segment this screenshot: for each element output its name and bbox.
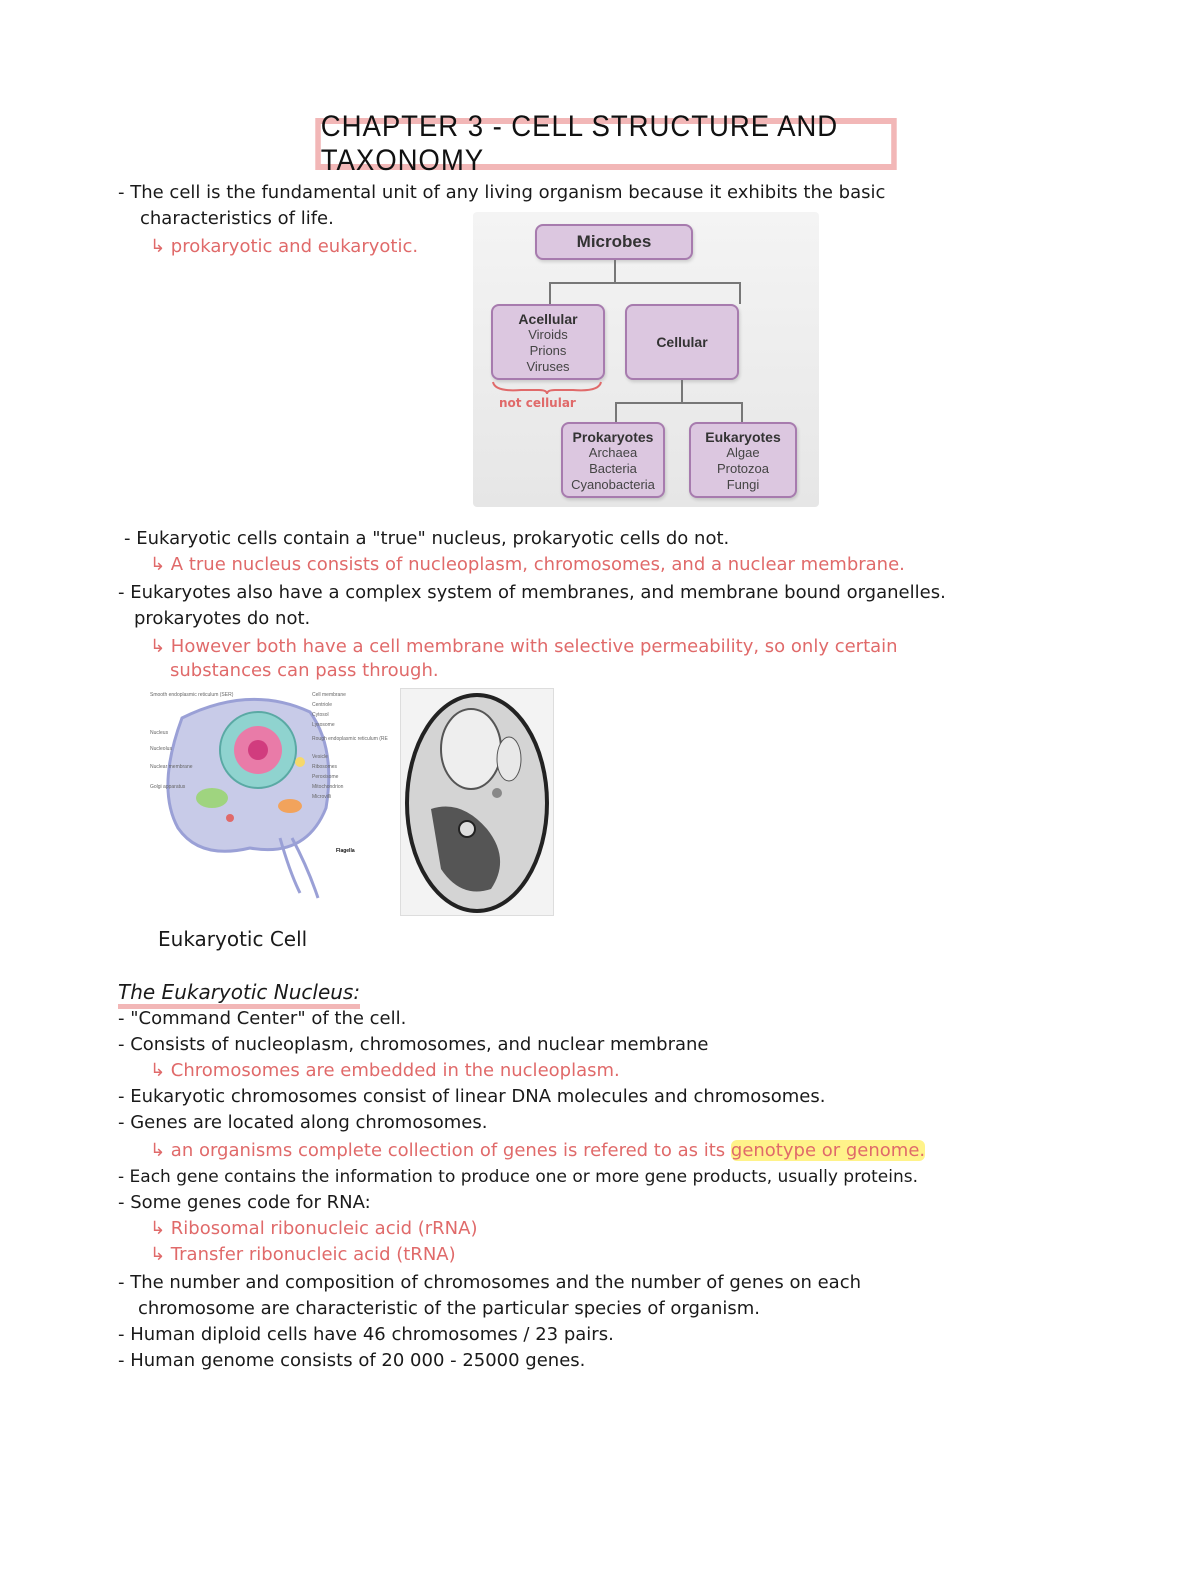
label-cell-membrane: Cell membrane [312, 692, 346, 698]
label-ser: Smooth endoplasmic reticulum (SER) [150, 692, 234, 698]
label-nuclear-membrane: Nuclear membrane [150, 764, 193, 770]
not-cellular-annotation: not cellular [499, 396, 576, 410]
label-lysosome: Lysosome [312, 722, 335, 728]
nucleus-line-8: - Human diploid cells have 46 chromosomes / 23 pairs. [118, 1324, 614, 1345]
nucleus-sub-2 [150, 1138, 925, 1164]
true-nucleus-note: ↳ A true nucleus consists of nucleoplasm, chromosomes, and a nuclear membrane. [150, 554, 905, 575]
label-nucleolus: Nucleolus [150, 746, 172, 752]
brace-annotation [491, 380, 603, 396]
microbes-box: Microbes [535, 224, 693, 260]
permeability-note-2: substances can pass through. [170, 660, 439, 681]
intro-line-1: - The cell is the fundamental unit of any living organism because it exhibits the basic [118, 182, 886, 203]
page-title: CHAPTER 3 - CELL STRUCTURE AND TAXONOMY [315, 118, 896, 170]
label-ribosomes: Ribosomes [312, 764, 338, 770]
microbes-diagram [473, 212, 819, 507]
genotype-highlight: genotype or genome. [730, 1140, 926, 1161]
eukaryotic-cell-illustration [130, 688, 388, 910]
label-nucleus: Nucleus [150, 730, 169, 736]
cell-caption: Eukaryotic Cell [158, 927, 308, 951]
permeability-note: ↳ However both have a cell membrane with selective permeability, so only certain [150, 636, 898, 657]
label-peroxisome: Peroxisome [312, 774, 339, 780]
label-microvilli: Microvilli [312, 794, 332, 800]
membranes-line-2: prokaryotes do not. [134, 608, 311, 629]
label-mitochondrion: Mitochondrion [312, 784, 344, 790]
label-vesicle: Vesicle [312, 754, 328, 760]
trna-note: ↳ Transfer ribonucleic acid (tRNA) [150, 1244, 456, 1265]
label-cytosol: Cytosol [312, 712, 329, 718]
prokaryotes-box: Prokaryotes Archaea Bacteria Cyanobacteria [561, 422, 665, 498]
acellular-box: Acellular Viroids Prions Viruses [491, 304, 605, 380]
nucleus-line-9: - Human genome consists of 20 000 - 25000 genes. [118, 1350, 586, 1371]
label-golgi: Golgi apparatus [150, 784, 186, 790]
intro-line-2: characteristics of life. [140, 208, 334, 229]
nucleus-sub-1: ↳ Chromosomes are embedded in the nucleoplasm. [150, 1060, 620, 1081]
nucleus-line-5: - Each gene contains the information to produce one or more gene products, usually proteins. [118, 1167, 918, 1187]
nucleus-line-1: - "Command Center" of the cell. [118, 1008, 407, 1029]
label-flagella: Flagella [336, 848, 355, 854]
eukaryotes-box: Eukaryotes Algae Protozoa Fungi [689, 422, 797, 498]
nucleus-line-2: - Consists of nucleoplasm, chromosomes, and nuclear membrane [118, 1034, 709, 1055]
rrna-note: ↳ Ribosomal ribonucleic acid (rRNA) [150, 1218, 478, 1239]
genes-collection-text: ↳ an organisms complete collection of genes is refered to as its [150, 1140, 726, 1161]
nucleus-heading: The Eukaryotic Nucleus: [118, 980, 360, 1009]
label-rer: Rough endoplasmic reticulum (RER) [312, 736, 388, 742]
membranes-line: - Eukaryotes also have a complex system of membranes, and membrane bound organelles. [118, 582, 946, 603]
eukaryotic-line: - Eukaryotic cells contain a "true" nucleus, prokaryotic cells do not. [124, 528, 730, 549]
intro-sub: ↳ prokaryotic and eukaryotic. [150, 236, 419, 257]
nucleus-line-6: - Some genes code for RNA: [118, 1192, 371, 1213]
nucleus-line-7: - The number and composition of chromosomes and the number of genes on each [118, 1272, 862, 1293]
nucleus-line-4: - Genes are located along chromosomes. [118, 1112, 488, 1133]
label-centriole: Centriole [312, 702, 333, 708]
nucleus-line-3: - Eukaryotic chromosomes consist of linear DNA molecules and chromosomes. [118, 1086, 826, 1107]
micrograph-image [400, 688, 554, 916]
cellular-box: Cellular [625, 304, 739, 380]
nucleus-line-7b: chromosome are characteristic of the particular species of organism. [138, 1298, 760, 1319]
